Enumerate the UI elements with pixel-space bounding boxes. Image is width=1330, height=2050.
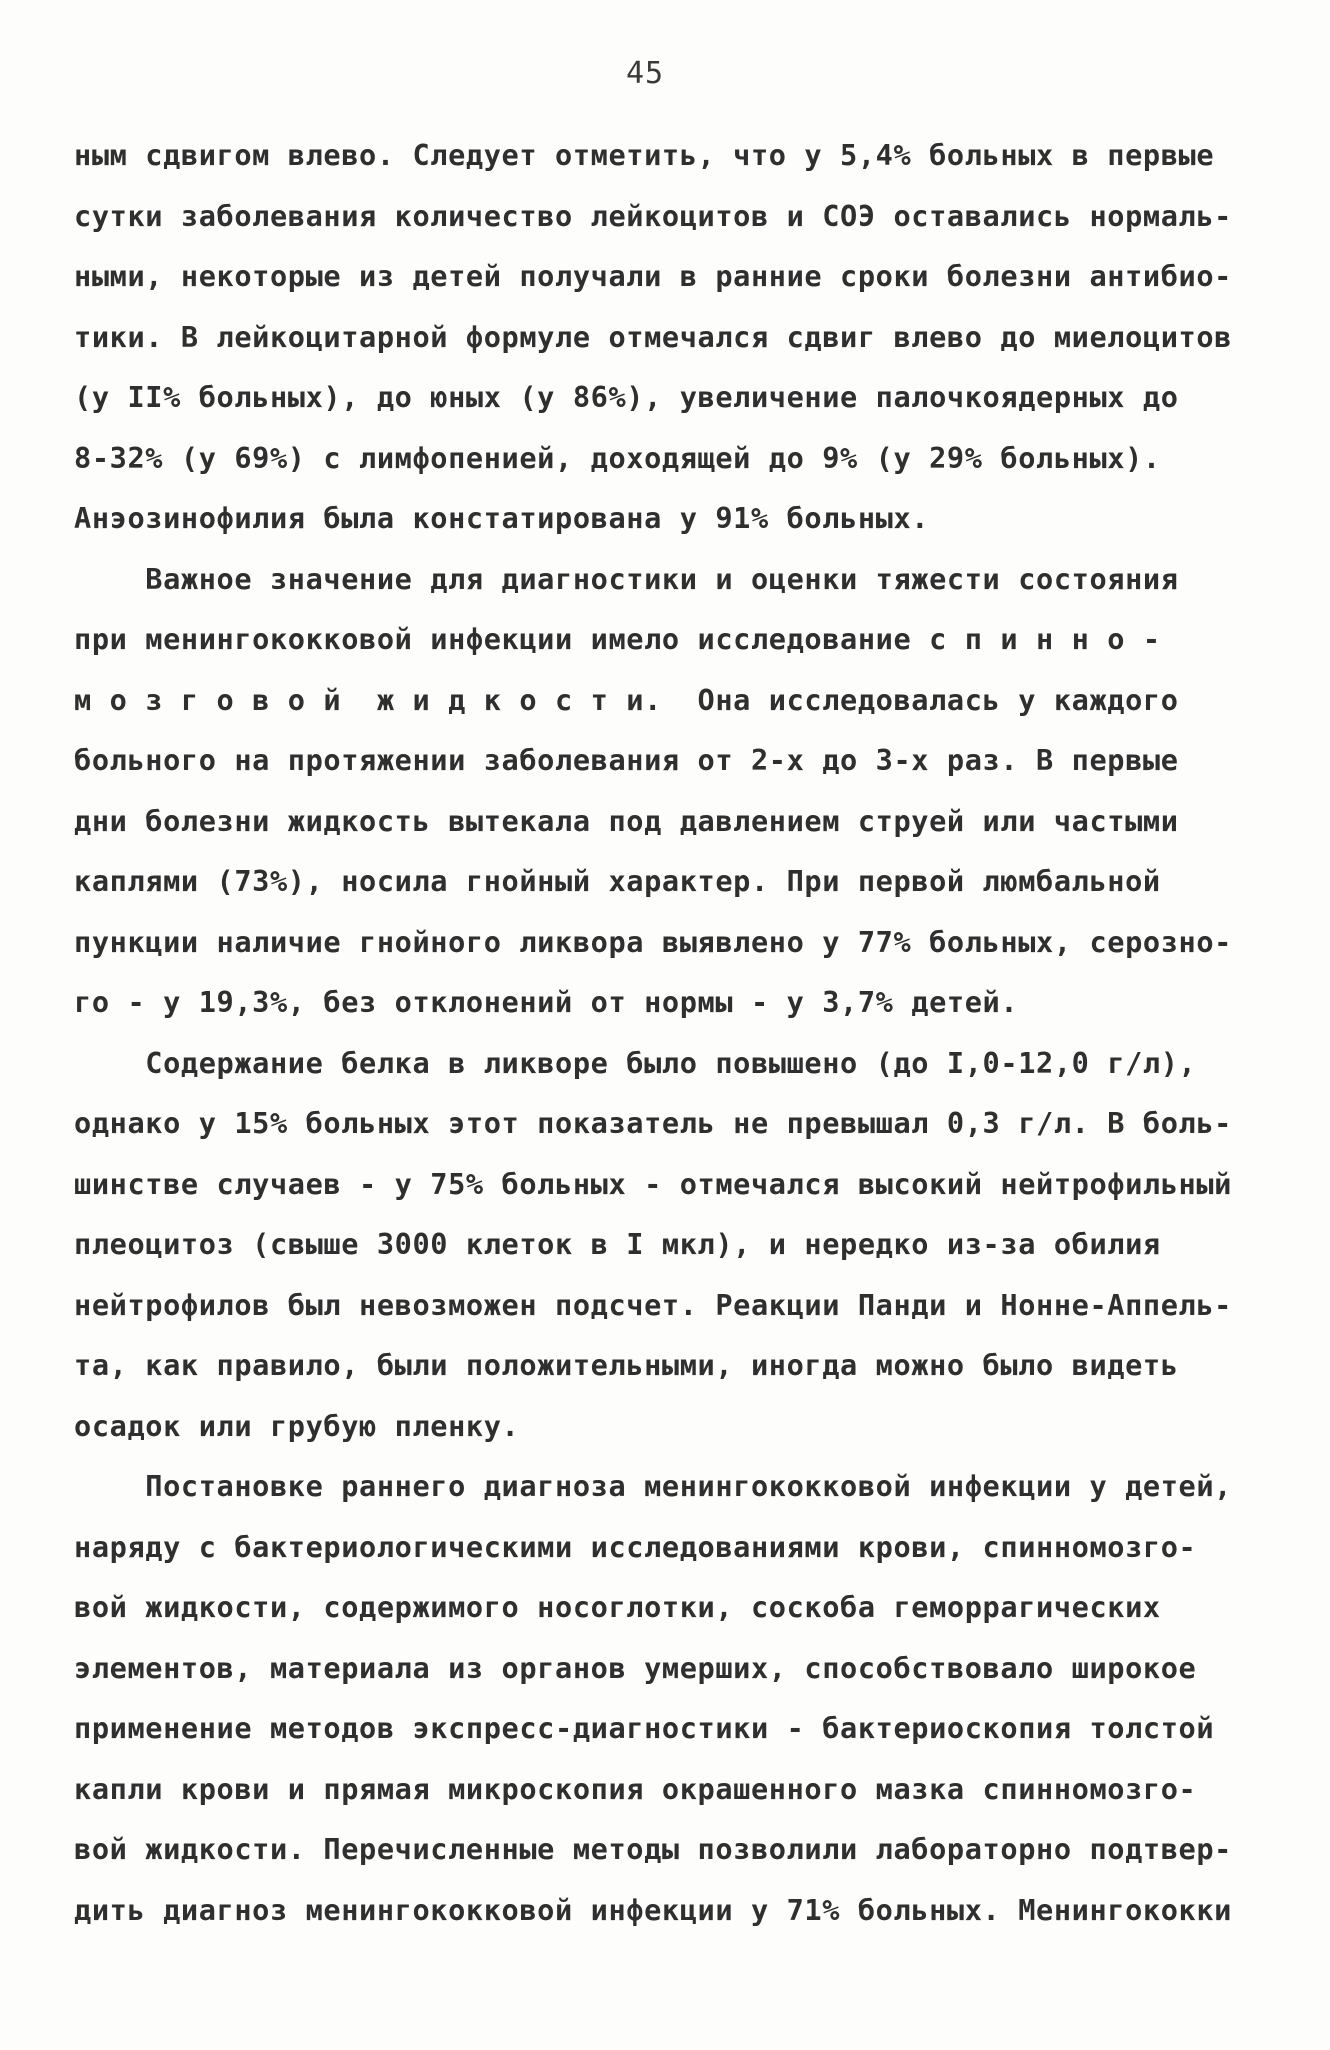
- text-line: больного на протяжении заболевания от 2-х до 3-х раз. В первые: [74, 743, 1179, 777]
- text-line: го - у 19,3%, без отклонений от нормы - у 3,7% детей.: [74, 985, 1019, 1019]
- text-line: нейтрофилов был невозможен подсчет. Реакции Панди и Нонне-Аппель-: [74, 1287, 1232, 1322]
- text-line: дни болезни жидкость вытекала под давлением струей или частыми: [74, 803, 1179, 838]
- page-number: 45: [625, 56, 665, 91]
- text-line: (у II% больных), до юных (у 86%), увеличение палочкоядерных до: [74, 380, 1179, 414]
- text-line: шинстве случаев - у 75% больных - отмечался высокий нейтрофильный: [74, 1166, 1232, 1201]
- text-line: вой жидкости, содержимого носоглотки, соскоба геморрагических: [74, 1590, 1161, 1624]
- body-text: [74, 125, 1254, 1940]
- text-line: плеоцитоз (свыше 3000 клеток в I мкл), и нередко из-за обилия: [74, 1227, 1161, 1261]
- text-line: капли крови и прямая микроскопия окрашенного мазка спинномозго-: [74, 1771, 1197, 1806]
- text-line: осадок или грубую пленку.: [74, 1408, 520, 1443]
- text-line: дить диагноз менингококковой инфекции у 71% больных. Менингококки: [74, 1892, 1232, 1927]
- text-line: 8-32% (у 69%) с лимфопенией, доходящей до 9% (у 29% больных).: [74, 440, 1161, 475]
- text-line: ным сдвигом влево. Следует отметить, что у 5,4% больных в первые: [74, 138, 1215, 172]
- text-line: Постановке раннего диагноза менингококковой инфекции у детей,: [74, 1469, 1232, 1503]
- text-line: м о з г о в о й ж и д к о с т и. Она исследовалась у каждого: [74, 682, 1179, 717]
- text-line: Анэозинофилия была констатирована у 91% больных.: [74, 501, 930, 535]
- text-line: однако у 15% больных этот показатель не превышал 0,3 г/л. В боль-: [74, 1106, 1232, 1140]
- text-line: Содержание белка в ликворе было повышено (до I,0-12,0 г/л),: [74, 1045, 1197, 1080]
- text-line: сутки заболевания количество лейкоцитов и СОЭ оставались нормаль-: [74, 198, 1232, 233]
- text-line: каплями (73%), носила гнойный характер. При первой люмбальной: [74, 864, 1161, 898]
- text-line: пункции наличие гнойного ликвора выявлено у 77% больных, серозно-: [74, 924, 1232, 959]
- text-line: при менингококковой инфекции имело исследование с п и н н о -: [74, 622, 1161, 656]
- text-line: ными, некоторые из детей получали в ранние сроки болезни антибио-: [74, 259, 1232, 293]
- text-line: наряду с бактериологическими исследованиями крови, спинномозго-: [74, 1529, 1197, 1564]
- text-line: элементов, материала из органов умерших, способствовало широкое: [74, 1650, 1197, 1685]
- text-line: та, как правило, были положительными, иногда можно было видеть: [74, 1348, 1179, 1382]
- text-line: применение методов экспресс-диагностики - бактериоскопия толстой: [74, 1711, 1215, 1745]
- text-line: вой жидкости. Перечисленные методы позволили лабораторно подтвер-: [74, 1832, 1232, 1866]
- text-line: Важное значение для диагностики и оценки тяжести состояния: [74, 561, 1179, 596]
- text-line: тики. В лейкоцитарной формуле отмечался сдвиг влево до миелоцитов: [74, 319, 1232, 354]
